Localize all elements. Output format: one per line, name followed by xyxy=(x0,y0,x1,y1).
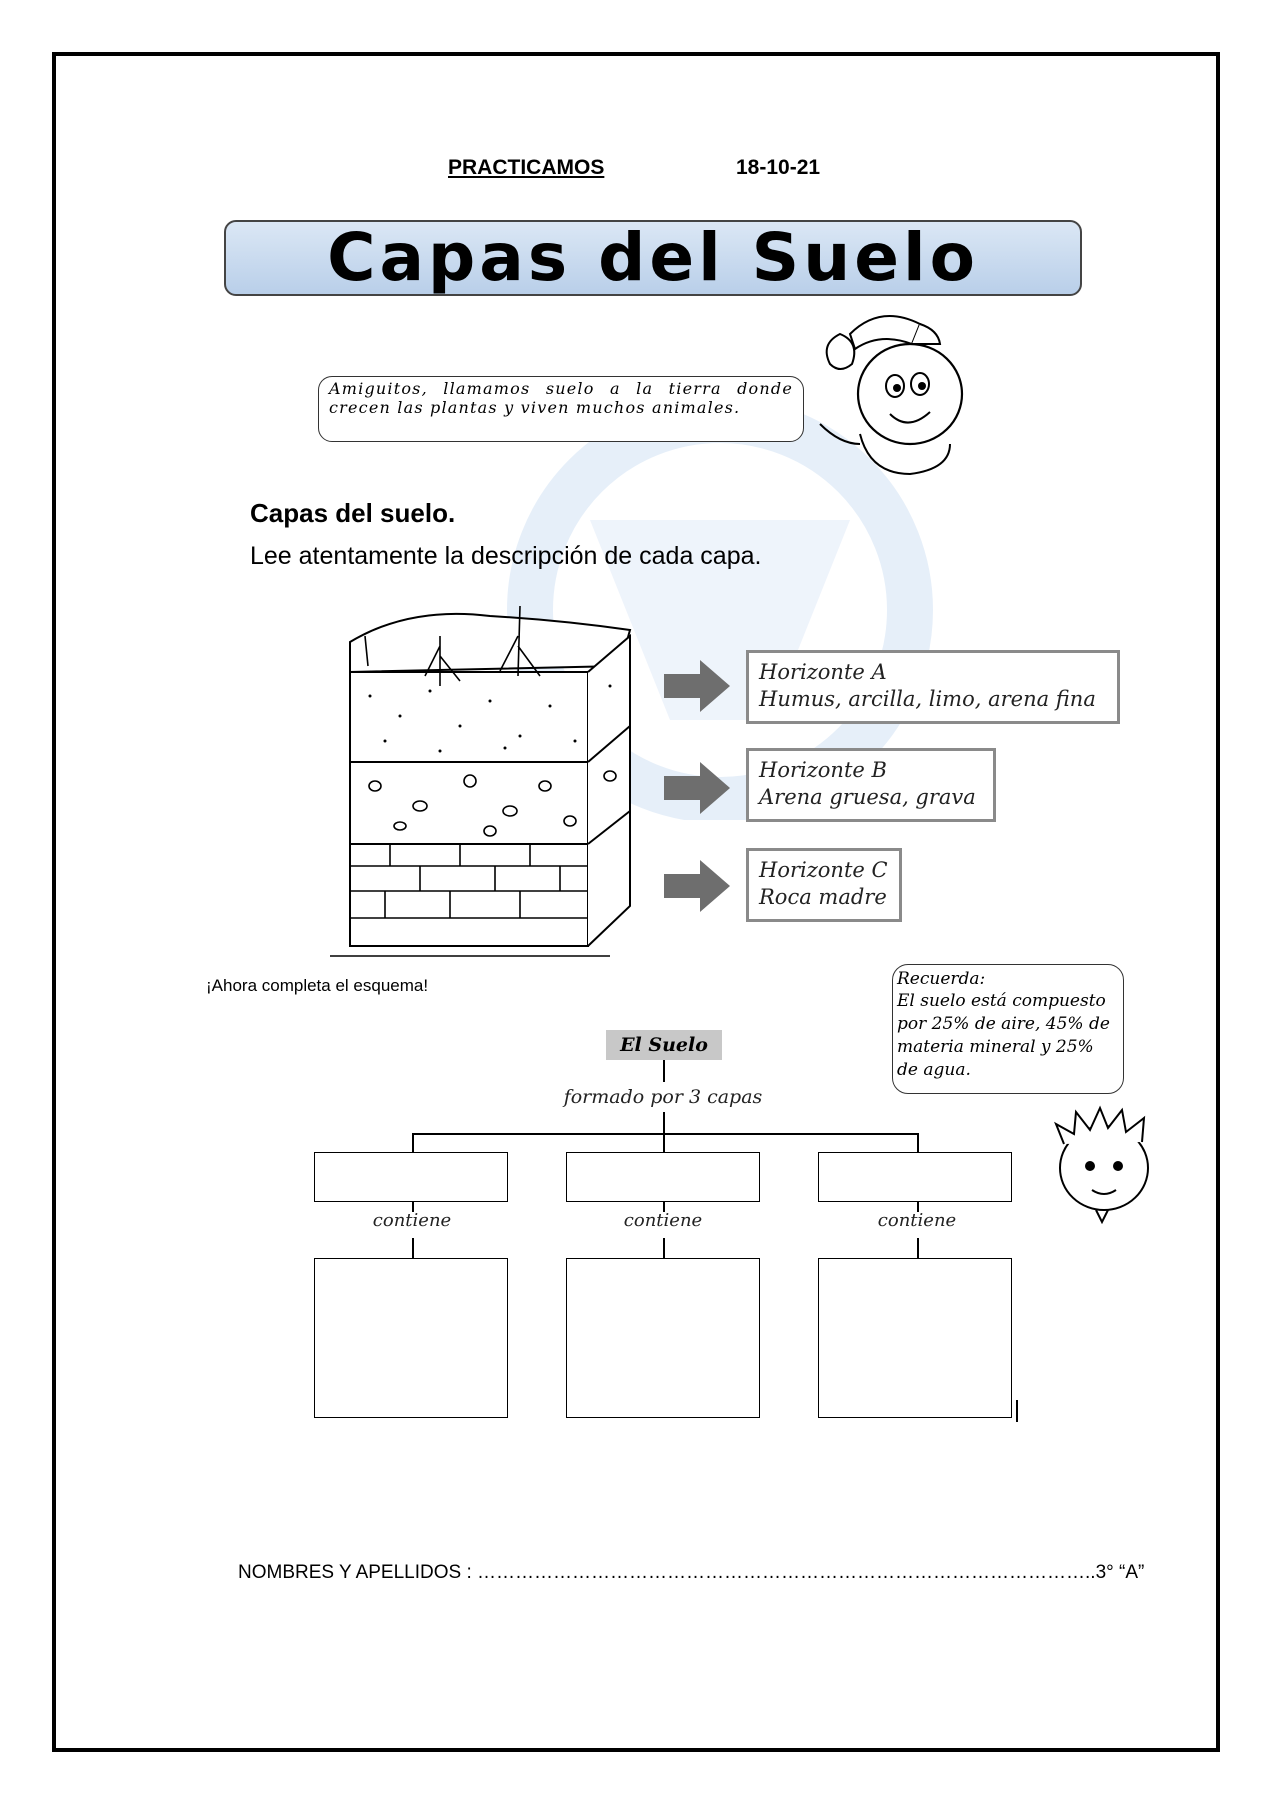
contiene-label: contiene xyxy=(372,1210,452,1231)
boy-cartoon-icon xyxy=(800,304,980,480)
horizon-desc: Arena gruesa, grava xyxy=(759,785,976,809)
soil-layers-illustration-icon xyxy=(290,576,650,966)
horizon-desc: Roca madre xyxy=(759,885,887,909)
layer-answer-box[interactable] xyxy=(314,1152,508,1202)
arrow-right-icon xyxy=(664,762,730,814)
arrow-right-icon xyxy=(664,660,730,712)
task-prompt: ¡Ahora completa el esquema! xyxy=(206,976,429,995)
horizon-name: Horizonte C xyxy=(759,858,888,882)
horizon-name: Horizonte A xyxy=(759,660,887,684)
connector xyxy=(663,1112,665,1152)
content-answer-box[interactable] xyxy=(566,1258,760,1418)
connector xyxy=(663,1060,665,1082)
arrow-right-icon xyxy=(664,860,730,912)
horizon-a-box xyxy=(746,650,1120,724)
cursor-mark xyxy=(1016,1400,1018,1422)
layer-answer-box[interactable] xyxy=(818,1152,1012,1202)
contiene-label: contiene xyxy=(623,1210,703,1231)
reminder-text: El suelo está compuesto por 25% de aire, 45% de materia mineral y 25% de agua. xyxy=(897,991,1110,1080)
scheme-subtitle: formado por 3 capas xyxy=(563,1086,763,1108)
connector xyxy=(917,1238,919,1258)
content-answer-box[interactable] xyxy=(818,1258,1012,1418)
name-dotted-line: …………………………………………………………………………………….. xyxy=(477,1562,1096,1583)
reminder-speech-bubble xyxy=(892,964,1124,1094)
intro-speech-bubble xyxy=(318,376,804,442)
section-instruction: Lee atentamente la descripción de cada capa. xyxy=(250,542,762,570)
page-title: PRACTICAMOS xyxy=(448,156,605,179)
section-heading: Capas del suelo. xyxy=(250,498,456,528)
layer-answer-box[interactable] xyxy=(566,1152,760,1202)
scheme-root xyxy=(606,1030,722,1060)
banner-title: Capas del Suelo xyxy=(327,219,979,296)
connector xyxy=(917,1133,919,1153)
connector xyxy=(412,1238,414,1258)
contiene-label: contiene xyxy=(877,1210,957,1231)
content-answer-box[interactable] xyxy=(314,1258,508,1418)
horizon-b-box xyxy=(746,748,996,822)
name-label: NOMBRES Y APELLIDOS : xyxy=(238,1562,472,1583)
reminder-title: Recuerda: xyxy=(897,969,986,989)
intro-text: Amiguitos, llamamos suelo a la tierra donde crecen las plantas y viven muchos animales. xyxy=(329,379,793,417)
connector xyxy=(663,1238,665,1258)
child-cartoon-icon xyxy=(1046,1104,1166,1224)
scheme-root-label: El Suelo xyxy=(620,1034,708,1056)
grade-label: 3° “A” xyxy=(1095,1562,1145,1583)
horizon-desc: Humus, arcilla, limo, arena fina xyxy=(759,687,1096,711)
connector xyxy=(412,1133,918,1135)
name-line[interactable] xyxy=(238,1562,1144,1584)
date-label: 18-10-21 xyxy=(736,156,821,179)
title-banner xyxy=(224,220,1082,296)
horizon-c-box xyxy=(746,848,902,922)
connector xyxy=(412,1133,414,1153)
horizon-name: Horizonte B xyxy=(759,758,887,782)
